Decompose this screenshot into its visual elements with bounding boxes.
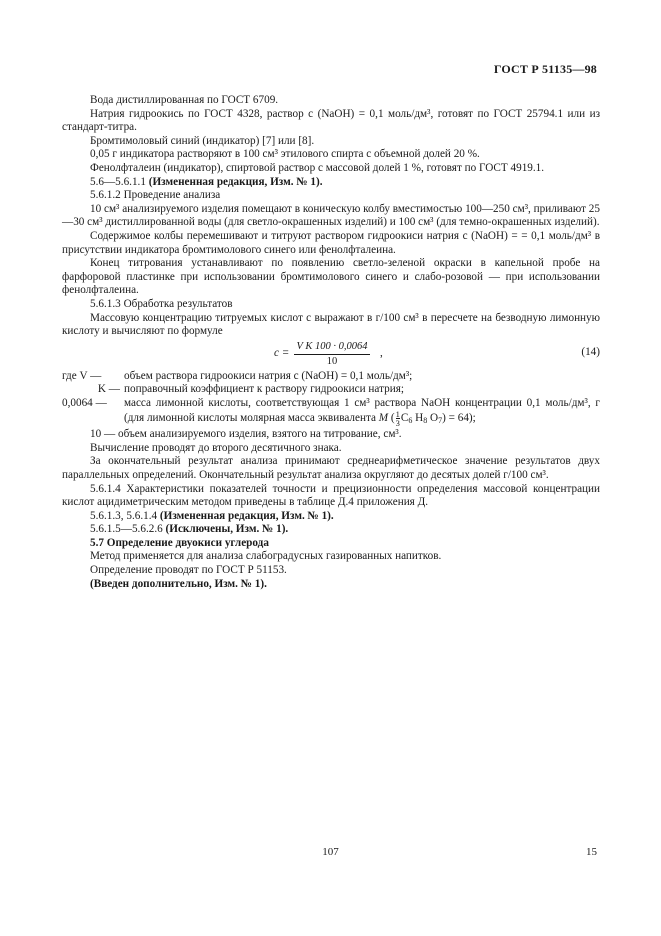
document-body <box>62 94 600 591</box>
formula <box>62 340 600 368</box>
standard-header: ГОСТ Р 51135—98 <box>493 62 597 76</box>
page-number-center: 107 <box>322 846 339 858</box>
amendment-label: (Измененная редакция, Изм. № 1). <box>148 175 323 188</box>
definition-text: объем раствора гидроокиси натрия c (NaOH) = 0,1 моль/дм³; <box>124 369 413 382</box>
definition-row <box>62 370 600 384</box>
formula-numerator: V K 100 · 0,0064 <box>294 340 370 356</box>
paragraph: 10 см³ анализируемого изделия помещают в коническую колбу вместимостью 100—250 см³, приливают 25—30 см³ дистиллированной воды (для светло-окрашенных изделий) и 100 см³ (для темно-окрашенных изделий). <box>62 202 600 229</box>
definition-symbol: K — <box>97 383 120 396</box>
paragraph: Содержимое колбы перемешивают и титруют раствором гидроокиси натрия c (NaOH) = = 0,1 моль/дм³ в присутствии индикатора бромтимолового синего или фенолфталеина. <box>62 229 600 256</box>
paragraph: Массовую концентрацию титруемых кислот c выражают в г/100 см³ в пересчете на безводную лимонную кислоту и вычисляют по формуле <box>62 311 600 338</box>
definition-row: 10 — объем анализируемого изделия, взятого на титрование, см³. <box>90 428 402 441</box>
paragraph: Вода дистиллированная по ГОСТ 6709. <box>90 94 279 106</box>
formula-denominator: 10 <box>326 356 338 368</box>
paragraph: Бромтимоловый синий (индикатор) [7] или [8]. <box>90 134 315 147</box>
paragraph: 0,05 г индикатора растворяют в 100 см³ этилового спирта с объемной долей 20 %. <box>90 148 480 161</box>
amendment-label: (Измененная редакция, Изм. № 1). <box>159 509 334 522</box>
paragraph: Вычисление проводят до второго десятичного знака. <box>90 441 342 454</box>
definition-row <box>62 383 600 397</box>
formula-comma: , <box>380 346 383 359</box>
paragraph: Конец титрования устанавливают по появлению светло-зеленой окраски в капельной пробе на фарфоровой пластинке при использовании бромтимолового синего и слабо-розовой — при использовании фенолфталеина. <box>62 257 600 297</box>
definition-symbol: где V — <box>62 369 102 382</box>
fraction-one-third: $\frac{1}{3}$ <box>395 409 400 429</box>
amendment-note: (Введен дополнительно, Изм. № 1). <box>90 577 267 590</box>
section-heading: 5.6.1.2 Проведение анализа <box>90 189 221 202</box>
section-heading: 5.6.1.3 Обработка результатов <box>90 297 233 310</box>
paragraph: Фенолфталеин (индикатор), спиртовой раствор с массовой долей 1 %, готовят по ГОСТ 4919.1. <box>90 161 545 174</box>
clause-ref: 5.6.1.5—5.6.2.6 <box>90 523 166 536</box>
definition-text: поправочный коэффициент к раствору гидроокиси натрия; <box>124 383 404 396</box>
paragraph: За окончательный результат анализа принимают среднеарифметическое значение результатов двух параллельных определений. Окончательный результат анализа округляют до десятых долей г/100 см³. <box>62 455 600 481</box>
formula-number: (14) <box>581 345 600 358</box>
amendment-note <box>62 510 600 524</box>
definition-row <box>62 397 600 428</box>
formula-fraction <box>294 340 370 369</box>
formula-definitions <box>62 370 600 428</box>
clause-ref: 5.6—5.6.1.1 <box>90 175 149 188</box>
clause-ref: 5.6.1.3, 5.6.1.4 <box>90 509 160 522</box>
paragraph: Определение проводят по ГОСТ Р 51153. <box>90 564 287 577</box>
paragraph: 5.6.1.4 Характеристики показателей точности и прецизионности определения массовой концентрации кислот ацидиметрическим методом приведены в таблице Д.4 приложения Д. <box>62 482 600 509</box>
definition-symbol: 0,0064 — <box>62 396 107 409</box>
section-heading: 5.7 Определение двуокиси углерода <box>90 536 269 549</box>
definition-text: масса лимонной кислоты, соответствующая 1 см³ раствора NaOH концентрации 0,1 моль/дм³, г (для лимонной кислоты молярная масса эквивалента M ( $\frac{1}{3}$ C6 H8 O7) = 64); <box>124 396 600 429</box>
amendment-label: (Исключены, Изм. № 1). <box>165 523 289 536</box>
paragraph: Натрия гидроокись по ГОСТ 4328, раствор c (NaOH) = 0,1 моль/дм³, готовят по ГОСТ 25794.1 или из стандарт-титра. <box>62 107 600 134</box>
page-number-right: 15 <box>586 846 597 858</box>
formula-lhs: c = <box>274 346 290 359</box>
paragraph: Метод применяется для анализа слабоградусных газированных напитков. <box>90 550 442 563</box>
amendment-note <box>62 523 600 537</box>
amendment-note <box>62 176 600 190</box>
